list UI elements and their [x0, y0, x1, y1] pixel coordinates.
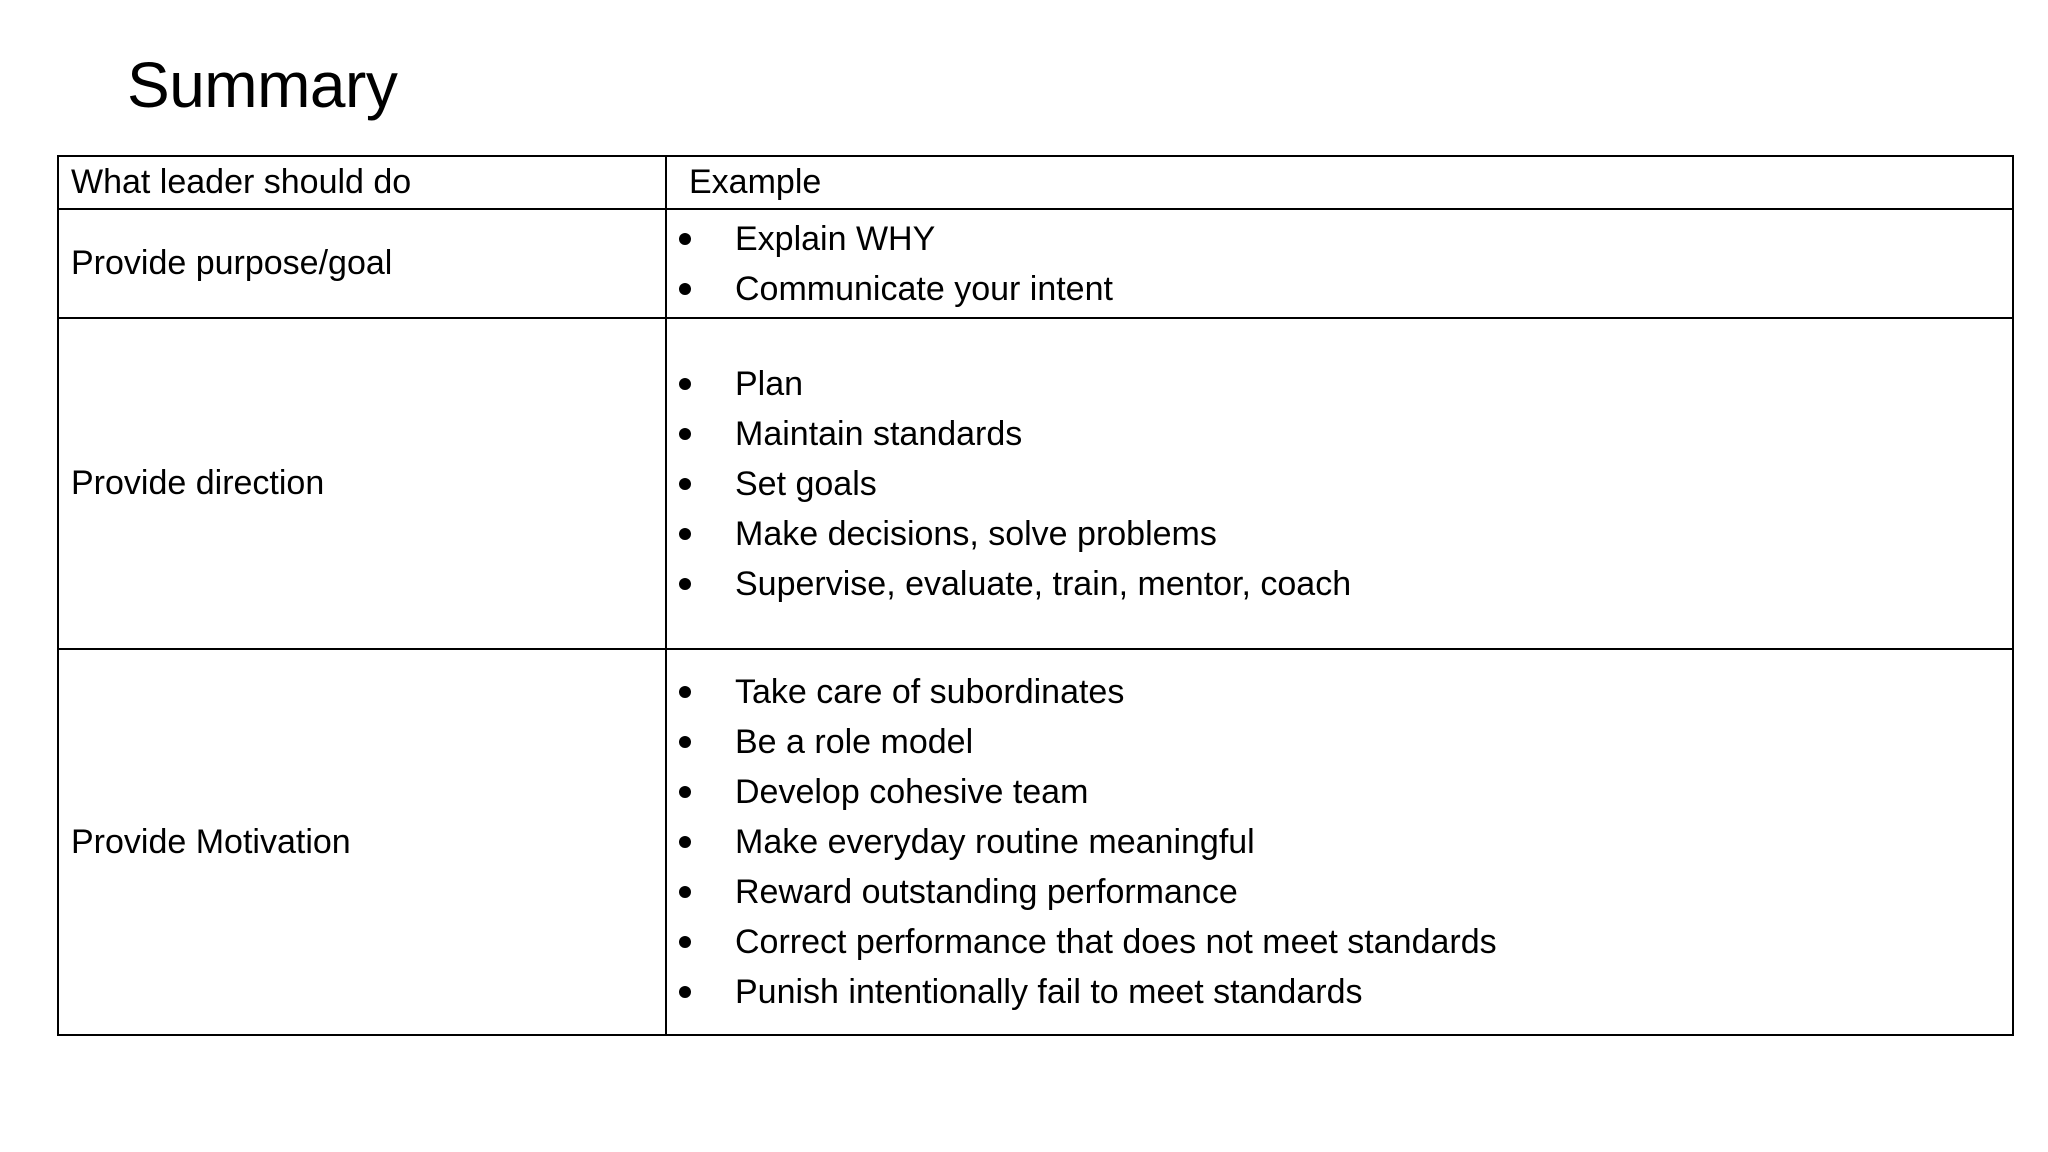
- list-item: [667, 667, 2012, 717]
- list-item: [667, 967, 2012, 1017]
- bullet-icon: [679, 233, 691, 245]
- bullet-icon: [679, 378, 691, 390]
- action-label: Provide Motivation: [71, 822, 351, 861]
- header-cell-example: [666, 156, 2013, 209]
- list-item-label: Make decisions, solve problems: [735, 514, 1217, 553]
- header-cell-action: [58, 156, 666, 209]
- list-item: [667, 409, 2012, 459]
- list-item-label: Be a role model: [735, 723, 974, 761]
- bullet-icon: [679, 736, 691, 748]
- header-label: What leader should do: [71, 163, 412, 201]
- list-item-label: Punish intentionally fail to meet standards: [735, 973, 1363, 1011]
- examples-cell: [666, 318, 2013, 649]
- list-item: [667, 214, 2012, 264]
- action-label: Provide direction: [71, 464, 325, 502]
- bullet-icon: [679, 936, 691, 948]
- bullet-list: [667, 214, 2012, 314]
- list-item: [667, 559, 2012, 609]
- list-item-label: Maintain standards: [735, 414, 1023, 453]
- list-item: [667, 459, 2012, 509]
- action-cell: [58, 318, 666, 649]
- list-item-label: Supervise, evaluate, train, mentor, coach: [735, 564, 1352, 603]
- list-item: [667, 767, 2012, 817]
- action-label: Provide purpose/goal: [71, 244, 393, 282]
- action-cell: [58, 649, 666, 1035]
- action-cell: [58, 209, 666, 318]
- bullet-icon: [679, 478, 691, 490]
- examples-cell: [666, 649, 2013, 1035]
- table-header-row: [58, 156, 2013, 209]
- list-item: [667, 867, 2012, 917]
- list-item-label: Take care of subordinates: [735, 673, 1125, 711]
- header-label: Example: [689, 163, 822, 201]
- bullet-list: [667, 667, 2012, 1017]
- list-item-label: Develop cohesive team: [735, 773, 1089, 811]
- list-item-label: Explain WHY: [735, 219, 936, 258]
- list-item: [667, 359, 2012, 409]
- list-item-label: Set goals: [735, 464, 877, 503]
- bullet-icon: [679, 886, 691, 898]
- list-item-label: Reward outstanding performance: [735, 873, 1238, 911]
- bullet-icon: [679, 986, 691, 998]
- bullet-icon: [679, 428, 691, 440]
- list-item: [667, 264, 2012, 314]
- bullet-icon: [679, 836, 691, 848]
- list-item: [667, 509, 2012, 559]
- list-item-label: Plan: [735, 364, 804, 403]
- table-row: [58, 649, 2013, 1035]
- list-item: [667, 817, 2012, 867]
- list-item: [667, 917, 2012, 967]
- list-item-label: Make everyday routine meaningful: [735, 823, 1255, 861]
- list-item-label: Correct performance that does not meet standards: [735, 923, 1497, 961]
- list-item: [667, 717, 2012, 767]
- slide-title: Summary: [127, 49, 398, 121]
- summary-table: [57, 155, 2014, 1036]
- table-row: [58, 318, 2013, 649]
- bullet-list: [667, 359, 2012, 609]
- table-row: [58, 209, 2013, 318]
- bullet-icon: [679, 578, 691, 590]
- bullet-icon: [679, 686, 691, 698]
- bullet-icon: [679, 786, 691, 798]
- examples-cell: [666, 209, 2013, 318]
- bullet-icon: [679, 528, 691, 540]
- list-item-label: Communicate your intent: [735, 269, 1113, 308]
- bullet-icon: [679, 283, 691, 295]
